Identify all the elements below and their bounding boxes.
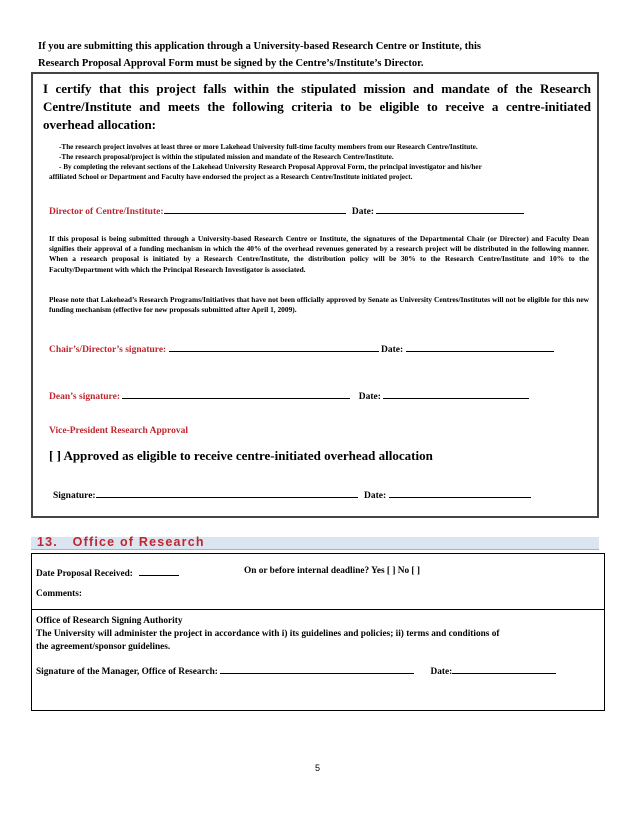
date-received-label: Date Proposal Received:	[36, 569, 133, 579]
dean-signature-row	[49, 389, 529, 402]
vp-approval-label: Vice-President Research Approval	[49, 426, 188, 436]
manager-date-label: Date:	[430, 667, 453, 677]
section-number: 13.	[37, 535, 58, 549]
criterion-3: - By completing the relevant sections of the Lakehead University Research Proposal Approval Form, the principal investigator and his/her	[59, 163, 482, 171]
dean-signature-line[interactable]	[122, 389, 350, 399]
vp-signature-row	[53, 488, 531, 501]
dean-label: Dean’s signature:	[49, 392, 120, 402]
intro-line-2: Research Proposal Approval Form must be signed by the Centre’s/Institute’s Director.	[38, 58, 424, 69]
vp-date-label: Date:	[363, 491, 387, 501]
chair-signature-line[interactable]	[169, 342, 379, 352]
director-label: Director of Centre/Institute:	[49, 207, 164, 217]
certification-box	[31, 72, 599, 518]
authority-text-2: the agreement/sponsor guidelines.	[36, 642, 171, 652]
eligibility-note: Please note that Lakehead’s Research Programs/Initiatives that have not been officially approved by Senate as University Centres/Institutes will not be eligible for this new funding mechanism (effective for new proposals submitted after April 1, 2009).	[49, 295, 589, 315]
director-signature-line[interactable]	[164, 204, 346, 214]
manager-signature-line[interactable]	[220, 664, 414, 674]
date-received-line[interactable]	[139, 566, 179, 576]
comments-label: Comments:	[36, 589, 82, 599]
manager-date-line[interactable]	[452, 664, 556, 674]
intro-line-1: If you are submitting this application through a University-based Research Centre or Institute, this	[38, 41, 481, 52]
criterion-1: -The research project involves at least three or more Lakehead University full-time faculty members from our Research Centre/Institute.	[59, 143, 478, 151]
vp-signature-line[interactable]	[96, 488, 358, 498]
page-number: 5	[315, 763, 321, 773]
criterion-2: -The research proposal/project is within the stipulated mission and mandate of the Research Centre/Institute.	[59, 153, 394, 161]
deadline-question[interactable]: On or before internal deadline? Yes [ ] No [ ]	[244, 566, 420, 576]
receipt-row	[32, 554, 604, 610]
section-13-header	[31, 537, 599, 550]
chair-label: Chair’s/Director’s signature:	[49, 345, 167, 355]
chair-date-label: Date:	[380, 345, 404, 355]
intro-text	[38, 38, 608, 72]
vp-signature-label: Signature:	[53, 491, 96, 501]
approved-checkbox-line[interactable]: [ ] Approved as eligible to receive centre-initiated overhead allocation	[49, 448, 433, 463]
certification-heading: I certify that this project falls within the stipulated mission and mandate of the Research Centre/Institute and meets the following criteria to be eligible to receive a centre-initiated overhead allocation:	[43, 81, 591, 132]
manager-signature-label: Signature of the Manager, Office of Research:	[36, 667, 218, 677]
authority-title: Office of Research Signing Authority	[36, 616, 183, 626]
vp-date-line[interactable]	[389, 488, 531, 498]
funding-paragraph: If this proposal is being submitted through a University-based Research Centre or Institute, the signatures of the Departmental Chair (or Director) and Faculty Dean signifies their approval of a funding mechanism in which the 40% of the overhead revenues generated by a research project will be distributed in the following manner. When a research proposal is initiated by a Research Centre/Institute, the distribution policy will be 30% to the Research Centre/Institute and 10% to the Faculty/Department with which the Principal Research Investigator is associated.	[49, 234, 589, 274]
section-name: Office of Research	[72, 535, 205, 549]
manager-signature-row	[36, 664, 556, 677]
dean-date-line[interactable]	[383, 389, 529, 399]
criterion-3-continued: affiliated School or Department and Faculty have endorsed the project as a Research Centre/Institute initiated project.	[49, 173, 413, 181]
dean-date-label: Date:	[358, 392, 381, 402]
chair-date-line[interactable]	[406, 342, 554, 352]
director-date-label: Date:	[351, 207, 375, 217]
office-of-research-table	[31, 553, 605, 711]
date-received-row	[36, 566, 179, 579]
chair-signature-row	[49, 342, 554, 355]
section-13-title	[37, 535, 205, 549]
director-signature-row	[49, 204, 524, 217]
director-date-line[interactable]	[376, 204, 524, 214]
authority-text-1: The University will administer the project in accordance with i) its guidelines and policies; ii) terms and conditions of	[36, 629, 500, 639]
